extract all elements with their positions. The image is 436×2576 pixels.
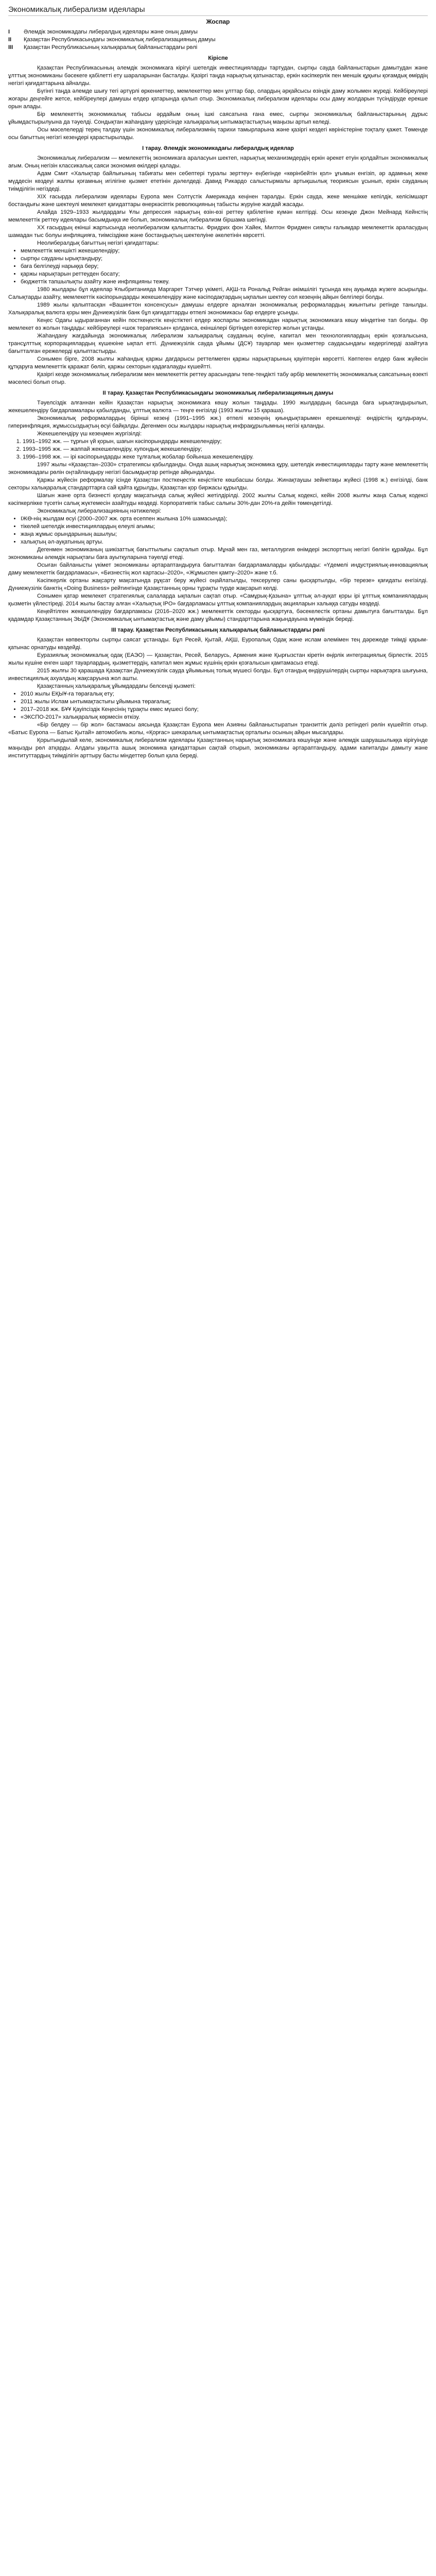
plan-list — [8, 28, 428, 52]
paragraph: Адам Смит «Халықтар байлығының табиғаты мен себептері туралы зерттеу» еңбегінде «көрінбейтін қол» ұғымын енгізіп, әр адамның жеке мүддесін көздеуі жалпы қоғамның игілігіне қызмет ететінін дәлелдеді. Давид Рикардо салыстырмалы артықшылық теориясын ұсынып, еркін сауданың тиімділігін негіздеді. — [8, 171, 428, 192]
paragraph: ХХ ғасырдың екінші жартысында неолиберализм қалыптасты. Фридрих фон Хайек, Милтон Фридмен сияқты ғалымдар мемлекеттік араласудың шамадан тыс болуы инфляцияға, тиімсіздікке және бостандықтың шектелуіне әкелетінін көрсетті. — [8, 225, 428, 239]
paragraph: Қазақстан Республикасының әлемдік экономикаға кірігуі шетелдік инвестицияларды тартудан, сыртқы сауда байланыстарын дамытудан және ұлттық экономиканы бәсекеге қабілетті ету шараларынан басталды. Қазіргі таңда нарықтық қатынастар, еркін кәсіпкерлік пен меншік құқығы қоғамдық өмірдің негізгі қағидаттарына айналды. — [8, 65, 428, 87]
list-item: • сыртқы сауданы ырықтандыру; — [21, 255, 428, 263]
paragraph: Қазіргі кезде экономикалық либерализм мен мемлекеттік реттеу арасындағы тепе-теңдікті табу әрбір мемлекеттің экономикалық саясатының өзекті мәселесі болып отыр. — [8, 371, 428, 385]
list-item: 1. 1991–1992 жж. — тұрғын үй қорын, шағын кәсіпорындарды жекешелендіру; — [23, 438, 428, 446]
paragraph: Қаржы жүйесін реформалау ісінде Қазақстан посткеңестік кеңістікте көшбасшы болды. Жинақтаушы зейнетақы жүйесі (1998 ж.) енгізілді, банк секторы халықаралық стандарттарға сай қайта құрылды, Қазақстан қор биржасы құрылды. — [8, 477, 428, 491]
paragraph: Кеңес Одағы ыдырағаннан кейін посткеңестік кеңістіктегі елдер жоспарлы экономикадан нарықтық экономикаға көшу міндетіне тап болды. Әр мемлекет өз жолын таңдады: кейбіреулері «шок терапиясын» қолданса, екіншілері біртіндеп өзгерістер жолын ұстанды. — [8, 317, 428, 331]
list-item: • тікелей шетелдік инвестициялардың елеулі ағымы; — [21, 523, 428, 531]
plan-item-text: Қазақстан Республикасындағы экономикалық либерализацияның дамуы — [24, 37, 216, 43]
paragraph: Сонымен бірге, 2008 жылғы жаһандық қаржы дағдарысы реттелмеген қаржы нарықтарының қауіптерін көрсетті. Көптеген елдер банк жүйесін құтқаруға мемлекеттік қаражат бөліп, қаржы секторын қадағалауды күшейтті. — [8, 356, 428, 370]
list-item: • 2010 жылы ЕҚЫҰ-ға төрағалық ету; — [21, 690, 428, 698]
plan-item-number: I — [8, 29, 10, 35]
paragraph: Осыған байланысты үкімет экономиканы әртараптандыруға бағытталған бағдарламаларды қабылдады: «Үдемелі индустриялық-инновациялық даму мемлекеттік бағдарламасы», «Бизнестің жол картасы–2020», «Жұмыспен қамту–2020» және т.б. — [8, 562, 428, 576]
paragraph: Сонымен қатар мемлекет стратегиялық салаларда ықпалын сақтап отыр. «Самұрық-Қазына» ұлттық әл-ауқат қоры ірі ұлттық компаниялардың қызметін үйлестіреді. 2014 жылы бастау алған «Халықтық IPO» бағдарламасы ұлттық компаниялардың акцияларын халыққа сатуды көздеді. — [8, 593, 428, 607]
paragraph: Бүгінгі таңда әлемде шығу тегі әртүрлі өркениеттер, мемлекеттер мен ұлттар бар, олардың әрқайсысы өзіндік даму жолымен жүреді. Кейбіреулері жоғары деңгейге жетсе, кейбіреулері дамушы елдер қатарында қалып отыр. Экономикалық либерализм идеялары осы даму жолдарын түсіндіруде ерекше орын алады. — [8, 88, 428, 110]
paragraph: Экономикалық либерализацияның нәтижелері: — [37, 508, 162, 514]
paragraph: Жекешелендіру үш кезеңмен жүргізілді: — [37, 431, 142, 437]
paragraph: Дегенмен экономиканың шикізаттық бағыттылығы сақталып отыр. Мұнай мен газ, металлургия өнімдері экспорттың негізгі бөлігін құрайды. Бұл экономиканы әлемдік нарықтағы баға ауытқуларына тәуелді етеді. — [8, 547, 428, 561]
paragraph: Осы мәселелерді терең талдау үшін экономикалық либерализмнің тарихи тамырларына және қазіргі кездегі көріністеріне тоқталу қажет. Төменде осы бағыттың негізгі кезеңдері қарастырылады. — [8, 127, 428, 141]
list-item: • қаржы нарықтарын реттеуден босату; — [21, 270, 428, 278]
plan-item-number: II — [8, 37, 12, 43]
list-item: • халықтың әл-ауқатының артуы. — [21, 538, 428, 546]
list-item: • 2017–2018 жж. БҰҰ Қауіпсіздік Кеңесінің тұрақты емес мүшесі болу; — [21, 706, 428, 714]
plan-item — [8, 28, 428, 36]
bullet-list — [8, 515, 428, 546]
paragraph: Жаһандану жағдайында экономикалық либерализм халықаралық сауданың өсуіне, капитал мен технологиялардың еркін қозғалысына, трансұлттық корпорациялардың күшеюіне ықпал етті. Дүниежүзілік сауда ұйымы (ДСҰ) тауарлар мен қызметтер саудасындағы кедергілерді азайтуға бағытталған ережелерді қалыптастырды. — [8, 333, 428, 354]
list-item: 2. 1993–1995 жж. — жаппай жекешелендіру, купондық жекешелендіру; — [23, 446, 428, 453]
paragraph: Неолибералдық бағыттың негізгі қағидаттары: — [37, 240, 159, 246]
paragraph: Экономикалық либерализм — мемлекеттің экономикаға араласуын шектеп, нарықтық механизмдердің еркін әрекет етуін қолдайтын экономикалық ағым. Оның негізін классикалық саяси экономия өкілдері қалады. — [8, 155, 428, 169]
paragraph: Алайда 1929–1933 жылдардағы Ұлы депрессия нарықтың өзін-өзі реттеу қабілетіне күмән келтірді. Осы кезеңде Джон Мейнард Кейнстің мемлекеттік реттеу идеялары басымдыққа ие болып, экономикалық либерализм біршама шегінді. — [8, 209, 428, 223]
plan-item-text: Әлемдік экономикадағы либералдық идеялары және оның дамуы — [24, 29, 198, 35]
plan-item-number: III — [8, 44, 13, 50]
paragraph: Кәсіпкерлік ортаны жақсарту мақсатында рұқсат беру жүйесі оңайлатылды, тексерулер саны қысқартылды, «бір терезе» қағидаты енгізілді. Дүниежүзілік банктің «Doing Business» рейтингінде Қазақстанның орны тұрақты түрде жақсарып келді. — [8, 578, 428, 591]
document-body — [8, 55, 428, 760]
paragraph: Қорытындылай келе, экономикалық либерализм идеялары Қазақстанның нарықтық экономикаға көшуінде және әлемдік шаруашылыққа кірігуінде маңызды рөл атқарды. Алдағы уақытта ашық экономика қағидаттарын сақтай отырып, экономиканы әртараптандыру, адами капиталды дамыту және институттардың тиімділігін арттыру басты міндеттер болып қала береді. — [8, 737, 428, 759]
list-item: • ІЖӨ-нің жылдам өсуі (2000–2007 жж. орта есеппен жылына 10% шамасында); — [21, 515, 428, 523]
list-item: 3. 1996–1998 жж. — ірі кәсіпорындарды жеке тұлғалық жобалар бойынша жекешелендіру. — [23, 453, 428, 461]
paragraph: Тәуелсіздік алғаннан кейін Қазақстан нарықтық экономикаға көшу жолын таңдады. 1990 жылдардың басында баға ырықтандырылып, жекешелендіру бағдарламалары қабылданды, ұлттық валюта — теңге енгізілді (1993 жылғы 15 қараша). — [8, 400, 428, 414]
list-item: • «ЭКСПО-2017» халықаралық көрмесін өткізу. — [21, 714, 428, 721]
bullet-list — [8, 690, 428, 721]
plan-item — [8, 36, 428, 44]
section-heading: I тарау. Әлемдік экономикадағы либералдық идеялар — [142, 145, 294, 151]
list-item: • бюджеттік тапшылықты азайту және инфляцияны тежеу. — [21, 278, 428, 286]
list-item: • баға белгілеуді нарыққа беру; — [21, 263, 428, 270]
paragraph: Қазақстанның халықаралық ұйымдардағы белсенді қызметі: — [37, 683, 196, 689]
plan-item-text: Қазақстан Республикасының халықаралық байланыстардағы рөлі — [24, 44, 198, 50]
paragraph: «Бір белдеу — бір жол» бастамасы аясында Қазақстан Еуропа мен Азияны байланыстыратын транзиттік дәліз ретіндегі рөлін күшейтіп отыр. «Батыс Еуропа — Батыс Қытай» автомобиль жолы, «Қорғас» шекаралық ынтымақтастық орталығы осының айқын мысалдары. — [8, 722, 428, 736]
section-heading: Кіріспе — [208, 55, 228, 61]
paragraph: 1997 жылы «Қазақстан–2030» стратегиясы қабылданды. Онда ашық нарықтық экономика құру, шетелдік инвестицияларды тарту және мемлекеттің экономикадағы рөлін оңтайландыру негізгі басымдықтар ретінде айқындалды. — [8, 462, 428, 476]
bullet-list — [8, 247, 428, 286]
list-item: • жаңа жұмыс орындарының ашылуы; — [21, 531, 428, 538]
paragraph: Шағын және орта бизнесті қолдау мақсатында салық жүйесі жетілдірілді. 2002 жылғы Салық кодексі, кейін 2008 жылғы жаңа Салық кодексі кәсіпкерлікке түсетін салық жүктемесін азайтуды көздеді. Корпоративтік табыс салығы 30%-дан 20%-ға дейін төмендетілді. — [8, 493, 428, 506]
paragraph: 1989 жылы қалыптасқан «Вашингтон консенсусы» дамушы елдерге арналған экономикалық реформалардың жиынтығы ретінде танылды. Халықаралық валюта қоры мен Дүниежүзілік банк бұл қағидаттарды өтпелі экономикасы бар елдерге ұсынды. — [8, 302, 428, 316]
paragraph: Қазақстан көпвекторлы сыртқы саясат ұстанады. Бұл Ресей, Қытай, АҚШ, Еуропалық Одақ және ислам әлемімен тең дәрежеде тиімді қарым-қатынас орнатуды көздейді. — [8, 637, 428, 651]
list-item: • мемлекеттік меншікті жекешелендіру; — [21, 247, 428, 255]
paragraph: 2015 жылғы 30 қарашада Қазақстан Дүниежүзілік сауда ұйымының толық мүшесі болды. Бұл отандық өндірушілердің сыртқы нарықтарға шығуына, инвестициялық ахуалдың жақсаруына жол ашты. — [8, 668, 428, 682]
section-heading: III тарау. Қазақстан Республикасының халықаралық байланыстардағы рөлі — [111, 627, 325, 633]
numbered-list — [8, 438, 428, 461]
paragraph: XIX ғасырда либерализм идеялары Еуропа мен Солтүстік Америкада кеңінен таралды. Еркін сауда, жеке меншікке кепілдік, келісімшарт бостандығы және шектеулі мемлекет қағидаттары өнеркәсіптік революцияның табысты жүруіне жағдай жасады. — [8, 194, 428, 208]
paragraph: Еуразиялық экономикалық одақ (ЕАЭО) — Қазақстан, Ресей, Беларусь, Армения және Қырғызстан кіретін өңірлік интеграциялық бірлестік. 2015 жылы күшіне енген шарт тауарлардың, қызметтердің, капитал мен жұмыс күшінің еркін қозғалысын қамтамасыз етеді. — [8, 652, 428, 666]
list-item: • 2011 жылы Ислам ынтымақтастығы ұйымына төрағалық; — [21, 698, 428, 706]
paragraph: Бір мемлекеттің экономикалық табысы әрдайым оның ішкі саясатына ғана емес, сыртқы экономикалық байланыстарының дұрыс ұйымдастырылуына да тәуелді. Сондықтан жаһандану үдерісінде халықаралық ынтымақтастықтың маңызы артып келеді. — [8, 111, 428, 125]
section-heading: II тарау. Қазақстан Республикасындағы экономикалық либерализацияның дамуы — [102, 390, 334, 396]
page-title: Экономикалық либерализм идеялары — [8, 4, 428, 16]
paragraph: 1980 жылдары бұл идеялар Ұлыбританияда Маргарет Тэтчер үкіметі, АҚШ-та Рональд Рейган әкімшілігі тұсында кең ауқымда жүзеге асырылды. Салықтарды азайту, мемлекеттік кәсіпорындарды жекешелендіру және кәсіподақтардың ықпалын шектеу сол кезеңнің айқын белгілері болды. — [8, 286, 428, 300]
plan-heading: Жоспар — [206, 18, 230, 25]
paragraph: Кеңейтілген жекешелендіру бағдарламасы (2016–2020 жж.) мемлекеттік секторды қысқартуға, бәсекелестік ортаны дамытуға бағытталды. Бұл қадамдар Қазақстанның ЭЫДҰ (Экономикалық ынтымақтастық және даму ұйымы) стандарттарына жақындауына мүмкіндік береді. — [8, 608, 428, 622]
plan-item — [8, 44, 428, 52]
paragraph: Экономикалық реформалардың бірінші кезеңі (1991–1995 жж.) өтпелі кезеңнің қиындықтарымен ерекшеленді: өндірістің құлдырауы, гиперинфляция, жұмыссыздықтың өсуі байқалды. Дегенмен осы жылдары нарықтық инфрақұрылымның негізі қаланды. — [8, 415, 428, 429]
